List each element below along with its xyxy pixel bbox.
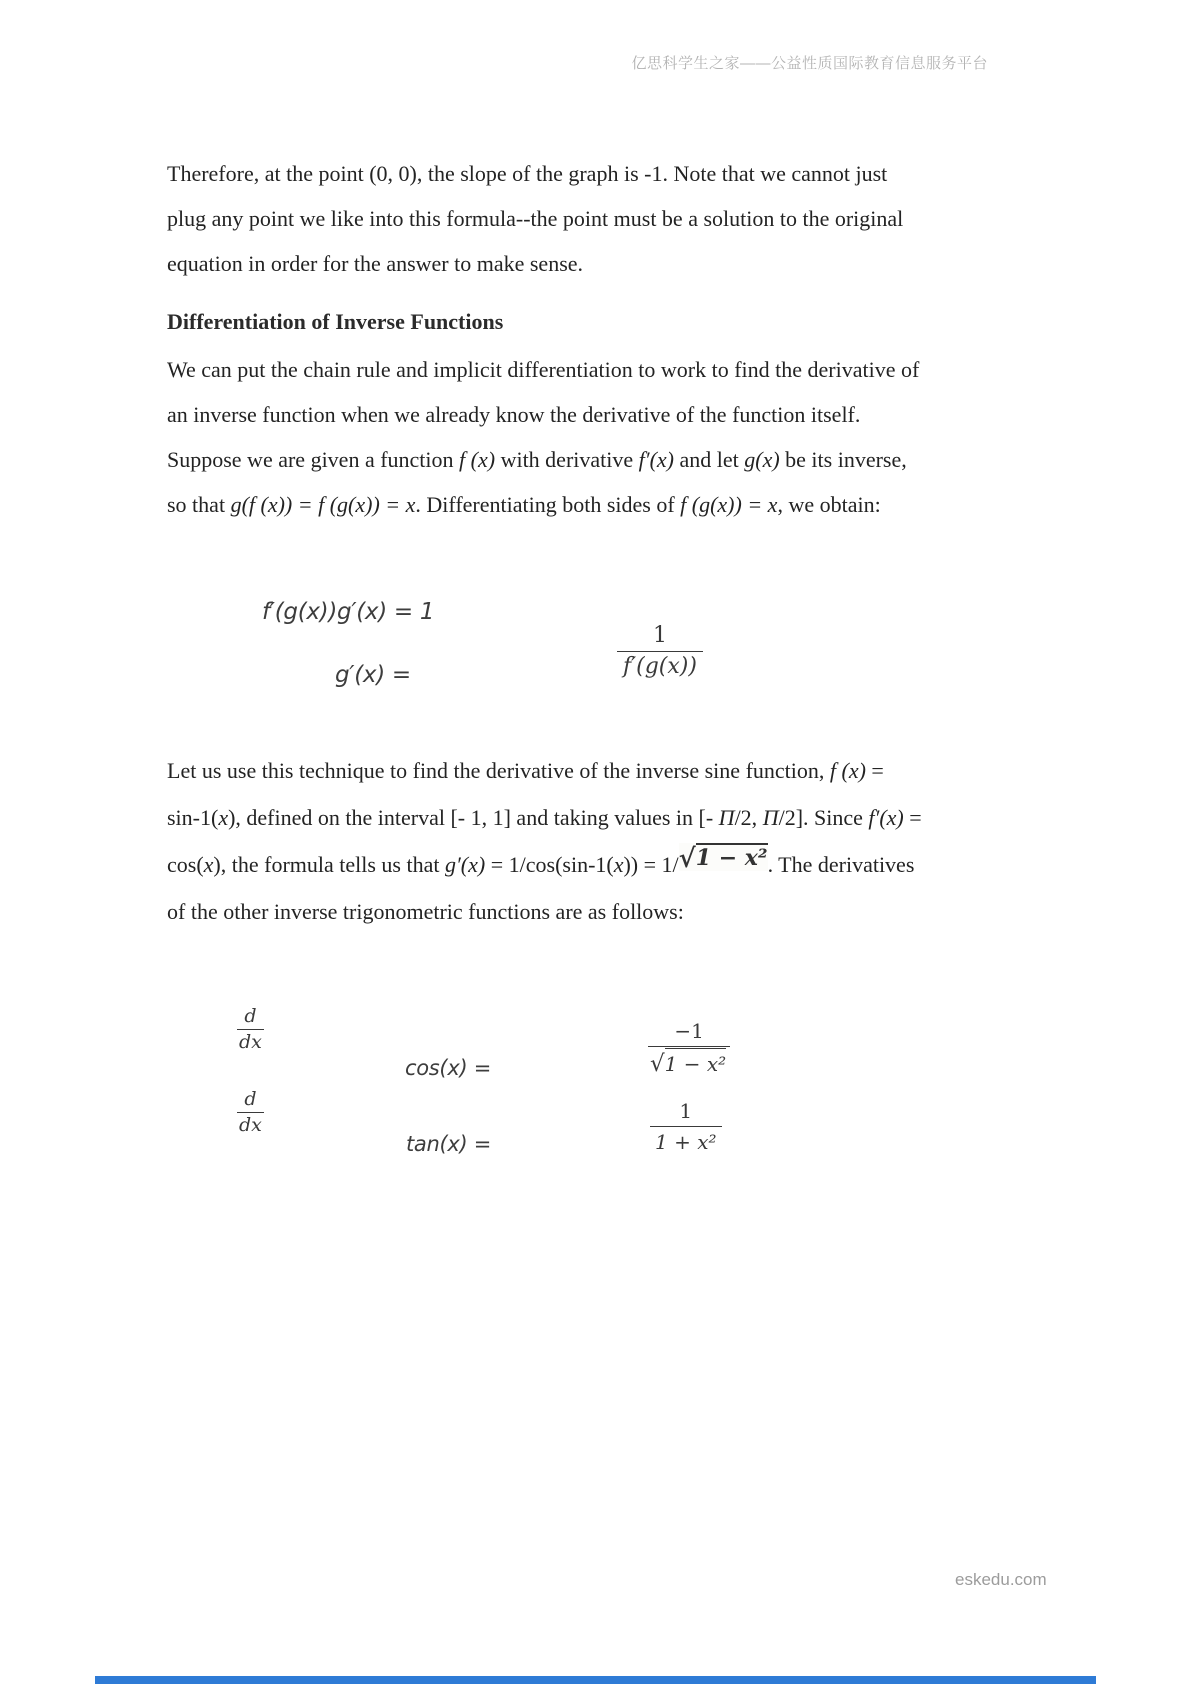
fraction-numerator: 1 [679,1099,693,1123]
text-segment: cos( [167,852,204,877]
tan-equals-label: tan(x) = [406,1132,492,1156]
text-segment: f (x) [459,447,496,472]
text-segment: , we obtain: [777,492,881,517]
text-segment: . Differentiating both sides of [415,492,681,517]
text-segment: = [903,805,922,830]
footer-accent-bar [95,1676,1096,1684]
text-segment: g′(x) [444,852,486,877]
fraction-neg1-over-sqrt-1-minus-x2 [648,1016,730,1079]
text-segment: sin-1( [167,805,219,830]
text-segment: be its inverse, [779,447,907,472]
text-segment: /2, [734,805,763,830]
text-segment: of the other inverse trigonometric functions are as follows: [167,899,684,924]
text-segment: Suppose we are given a function [167,447,460,472]
site-header-text: 亿思科学生之家——公益性质国际教育信息服务平台 [631,55,988,72]
text-segment: f (x) [829,758,866,783]
text-segment: and let [673,447,745,472]
paragraph-chain-rule [167,347,1067,527]
cos-equals-label: cos(x) = [405,1056,492,1080]
footer-site-text: eskedu.com [955,1570,1047,1589]
text-segment: /2]. Since [778,805,869,830]
text-line [167,747,1067,794]
inline-sqrt-formula [678,843,768,874]
paragraph-slope [167,151,1067,286]
text-segment: with derivative [495,447,639,472]
fraction-denominator: 1 + x² [650,1126,722,1157]
equation-block-inverse-derivative [167,598,1037,713]
text-segment: Let us use this technique to find the derivative of the inverse sine function, [167,758,830,783]
ddx-operator [237,1004,264,1054]
equation-block-inverse-trig-table [167,1000,1037,1170]
text-segment: Therefore, at the point (0, 0), the slope of the graph is -1. Note that we cannot just [167,161,888,186]
text-line [167,241,1067,286]
text-segment: equation in order for the answer to make sense. [167,251,584,276]
ddx-numerator: d [244,1088,257,1110]
text-segment: Π [718,805,735,830]
text-segment: We can put the chain rule and implicit differentiation to work to find the derivative of [167,357,920,382]
equation-g-prime-line: g′(x) = [335,662,411,688]
fraction-denominator [648,1046,730,1079]
text-line [167,392,1067,437]
text-segment: g(f (x)) = f (g(x)) = x [230,492,416,517]
section-heading: Differentiation of Inverse Functions [167,309,504,334]
ddx-denominator: dx [239,1031,262,1053]
fraction-1-over-1-plus-x2 [650,1096,722,1157]
text-segment: ), the formula tells us that [213,852,445,877]
text-segment: ), defined on the interval [- 1, 1] and taking values in [- [228,805,719,830]
text-line [167,888,1067,935]
text-segment: so that [167,492,231,517]
ddx-numerator: d [244,1005,257,1027]
text-line [167,151,1067,196]
text-line [167,841,1067,888]
fraction-1-over-f-prime-g [617,620,703,682]
text-segment: Π [762,805,779,830]
text-line [167,794,1067,841]
text-segment: = 1/cos(sin-1( [485,852,614,877]
text-segment: plug any point we like into this formula--the point must be a solution to the original [167,206,904,231]
radical-sign: √ [650,1051,665,1077]
text-segment: an inverse function when we already know the derivative of the function itself. [167,402,861,427]
radical-sign: √ [678,844,696,874]
text-segment: x [218,805,229,830]
fraction-denominator: f′(g(x)) [617,651,703,682]
text-segment: x [613,852,624,877]
text-line [167,196,1067,241]
equation-f-prime-g-line: f′(g(x))g′(x) = 1 [262,599,435,625]
text-segment: = [865,758,884,783]
ddx-denominator: dx [239,1114,262,1136]
text-segment: x [203,852,214,877]
ddx-operator [237,1087,264,1137]
text-line [167,437,1067,482]
radicand: 1 − x² [665,1048,727,1079]
text-segment: g(x) [744,447,780,472]
text-line [167,482,1067,527]
fraction-numerator: 1 [652,623,667,648]
fraction-numerator: −1 [674,1019,704,1043]
text-segment: f′(x) [868,805,904,830]
text-segment: )) = 1/ [623,852,679,877]
paragraph-inverse-sine [167,747,1067,935]
text-segment: . The derivatives [767,852,915,877]
text-segment: f (g(x)) = x [680,492,778,517]
text-line [167,347,1067,392]
text-segment: f′(x) [638,447,674,472]
radicand: 1 − x² [695,845,768,871]
